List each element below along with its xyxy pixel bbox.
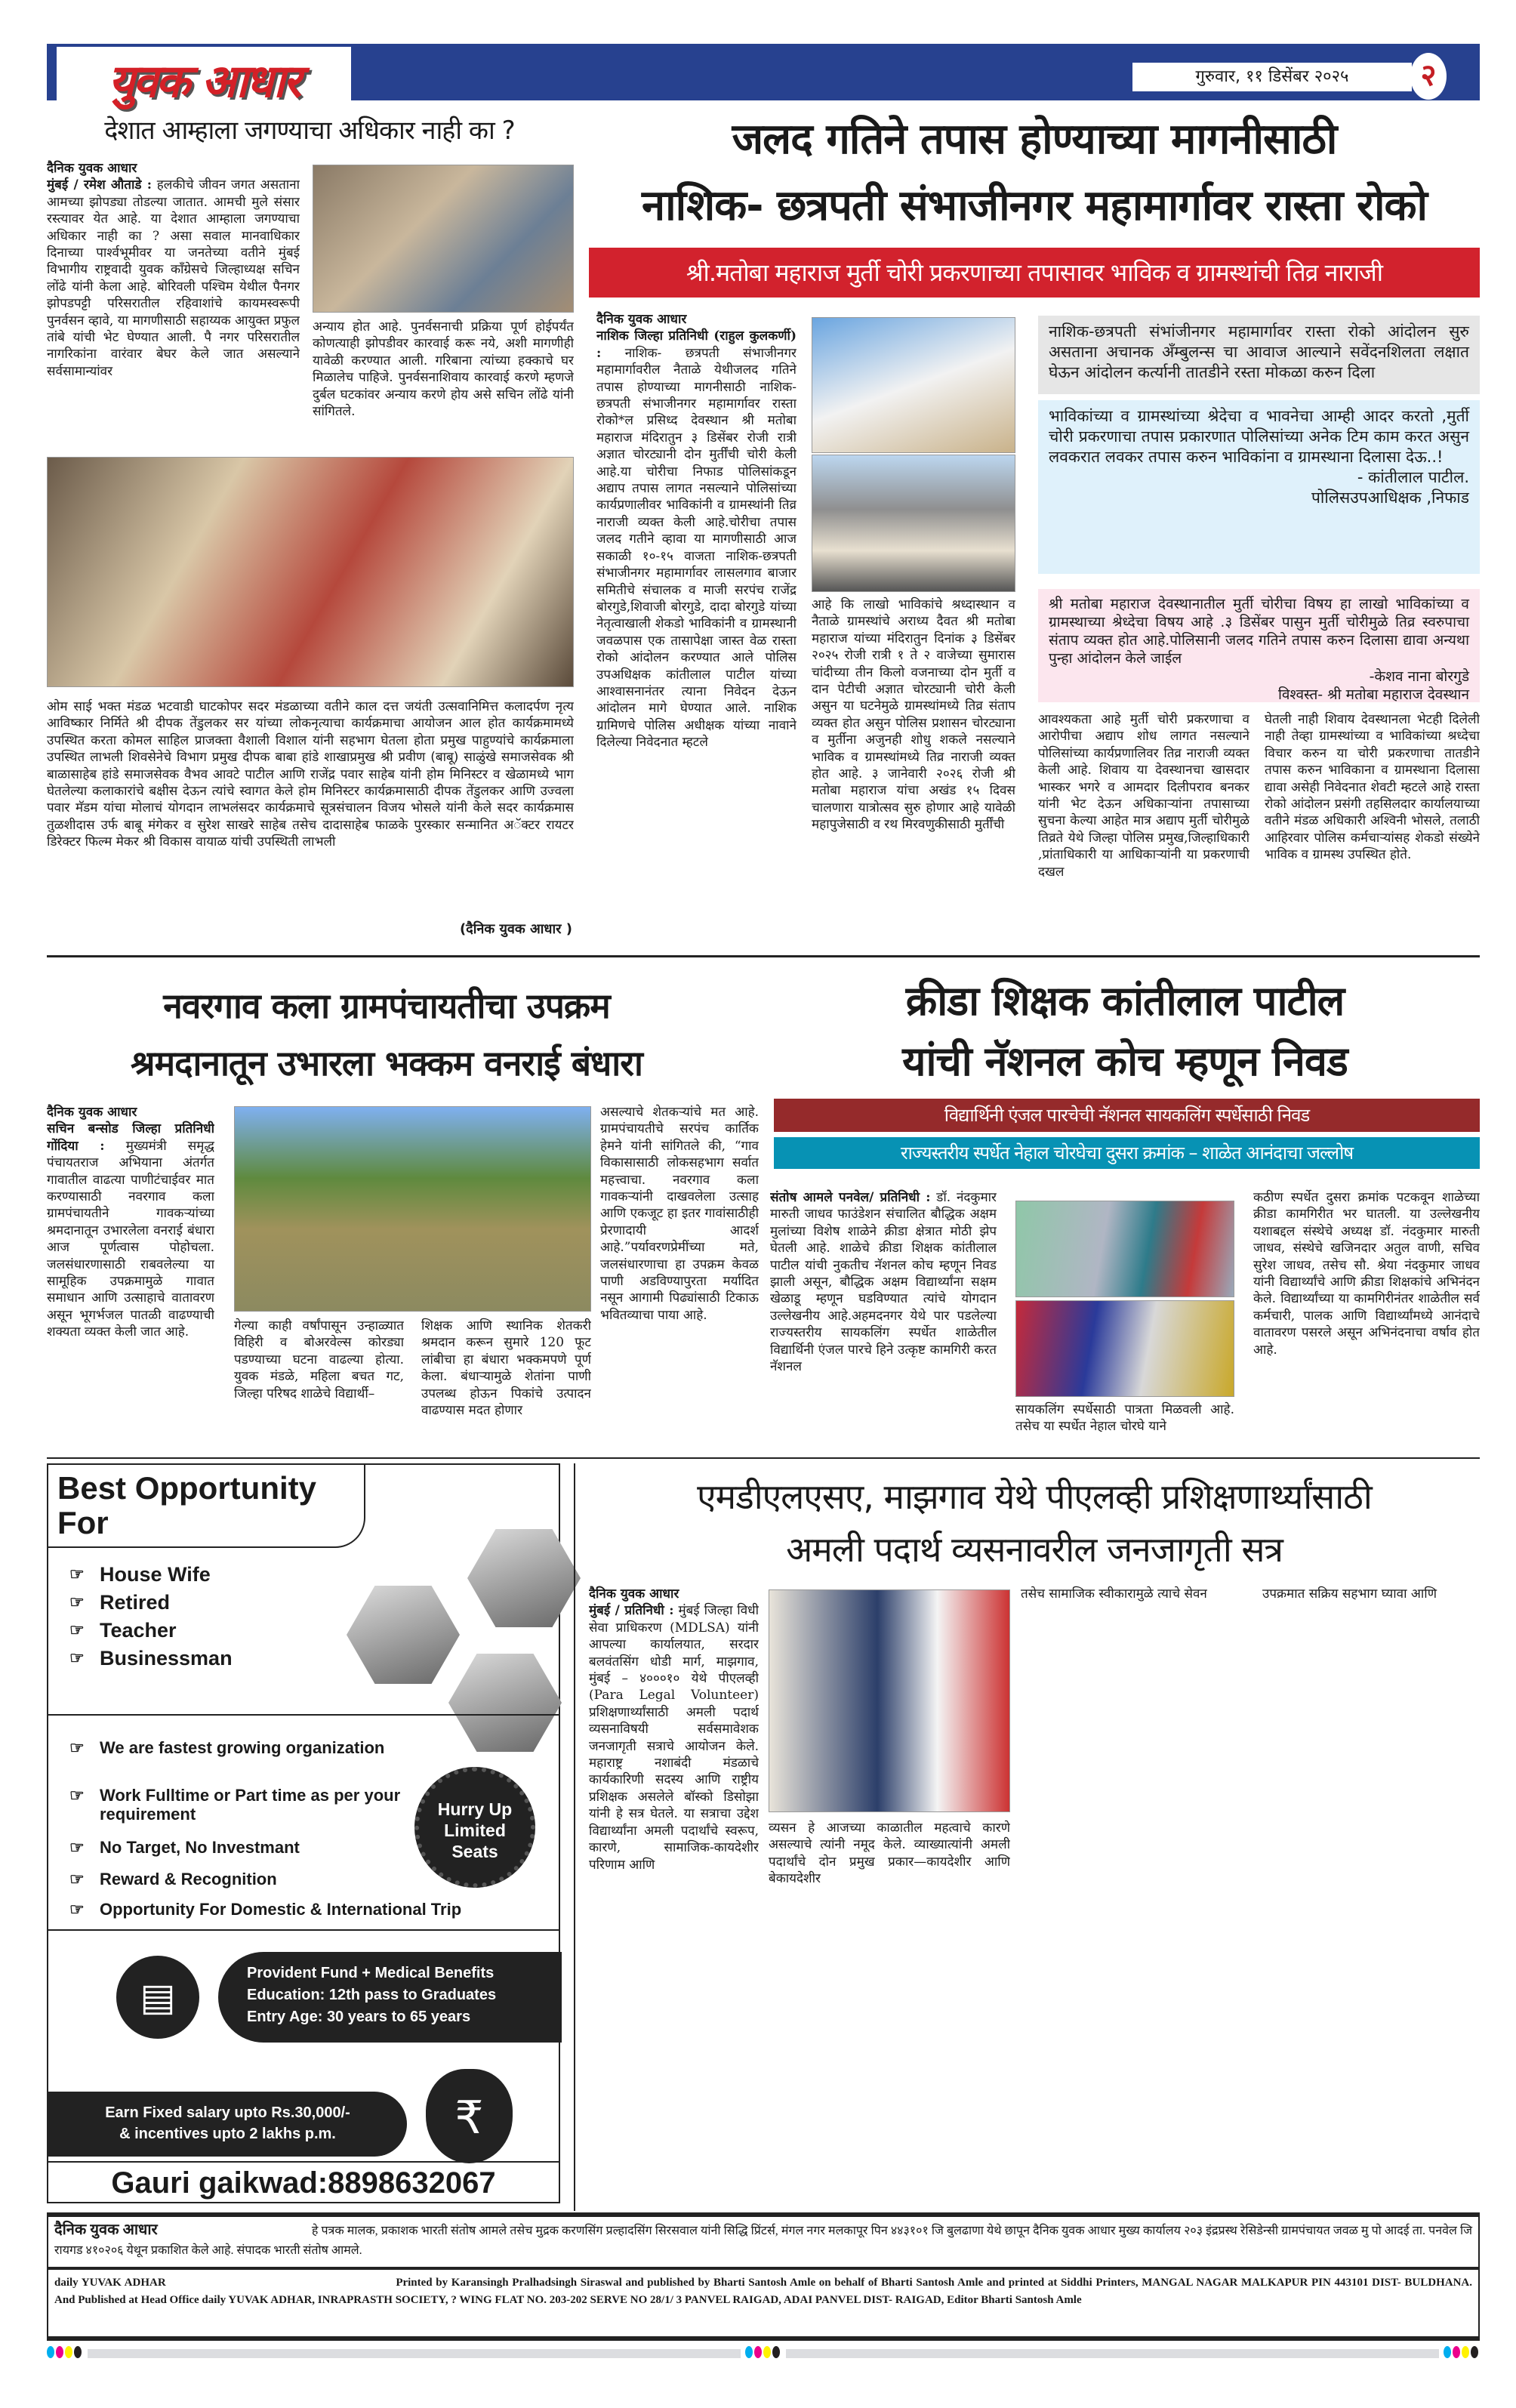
- article6-headline-line1: एमडीएलएसए, माझगाव येथे पीएलव्ही प्रशिक्षणार्थ्यांसाठी: [697, 1476, 1372, 1517]
- job-advertisement: [47, 1463, 560, 2203]
- article5-col2: सायकलिंग स्पर्धेसाठी पात्रता मिळवली आहे. तसेच या स्पर्धेत नेहाल चोरघे याने: [1015, 1402, 1234, 1435]
- certificate-icon: ▤: [116, 1956, 199, 2039]
- quote-author: - कांतीलाल पाटील.: [1357, 468, 1469, 486]
- ad-point: ☞ Work Fulltime or Part time as per your requirement: [69, 1786, 401, 1824]
- article1-col2: अन्याय होत आहे. पुनर्वसनाची प्रक्रिया पूर्ण होईपर्यंत कोणत्याही झोपडीवर कारवाई करू नये, अशी मागणीही यावेळी करण्यात आली. गरिबाना त्यांच्या हक्काचे घर मिळालेच पाहिजे. पुनर्वसनाशिवाय कारवाई करणे म्हणजे दुर्बल घटकांवर अन्याय करणे होय असे सचिन लोंढे यांनी सांगितले.: [313, 319, 574, 420]
- article-text: नाशिक- छत्रपती संभाजीनगर महामार्गावरील नैताळे येथीजलद गतिने तपास होण्याच्या मागनीसाठी नाशिक- छत्रपती संभाजीनगर महामार्गावर रास्ता रोको*ल प्रसिध्द देवस्थान श्री मतोबा महाराज मंदिरातुन ३ डिसेंबर रोजी रात्री अज्ञात चोरट्यानी दोन मुर्तींची चोरी केली आहे.या चोरीचा निफाड पोलिसांकडून अद्याप तपास लागत नसल्याने पोलिसांच्या कार्यप्रणालीवर भाविकांनी व ग्रामस्थांनी तिव्र नाराजी व्यक्त केली आहे.चोरीचा तपास जलद गतीने व्हावा या मागणीसाठी आज सकाळी १०-१५ वाजता नाशिक-छत्रपती संभाजीनगर महामार्गावर लासलगाव बाजार समितीचे संचालक व माजी सरपंच राजेंद्र बोरगुडे,शिवाजी बोरगुडे, दादा बोरगुडे यांच्या नेतृत्वाखाली शेकडो भाविकांनी व ग्रामस्थानी जवळपास एक तासापेक्षा जास्त वेळ रास्ता रोको आंदोलन करण्यात आले पोलिस उपअधिक्षक कांतीलाल पाटील यांच्या आश्वासनानंतर त्याना निवेदन देऊन आंदोलन मागे घेण्यात आले. नाशिक ग्रामिणचे पोलिस अधीक्षक यांच्या नावाने दिलेल्या निवेदनात म्हटले: [596, 345, 797, 751]
- callout-quote-police: [1038, 400, 1480, 574]
- pointing-hand-icon: ☞: [69, 1648, 85, 1667]
- issue-date: गुरुवार, ११ डिसेंबर २०२५: [1132, 63, 1412, 91]
- pointing-hand-icon: ☞: [69, 1620, 85, 1639]
- article4-col2: गेल्या काही वर्षांपासून उन्हाळ्यात विहिरी व बोअरवेल्स कोरड्या पडण्याच्या घटना वाढल्या होत्या. युवक मंडळे, महिला बचत गट, जिल्हा परिषद शाळेचे विद्यार्थी–: [234, 1318, 404, 1401]
- pointing-hand-icon: ☞: [69, 1786, 85, 1805]
- newspaper-logo: युवक आधार: [57, 47, 351, 116]
- article2-body: ओम साई भक्त मंडळ भटवाडी घाटकोपर सदर मंडळाच्या वतीने काल दत्त जयंती उत्सवानिमित्त कलादर्पण नृत्य आविष्कार निर्मिते श्री दीपक तेंडुलकर सर यांच्या लोकनृत्याचा कार्यक्रमाचा आयोजन आल होत कार्यक्रमामध्ये उपस्थित करता कोमल साहिल प्राजक्ता वैशाली विशाल यांनी सहभाग घेतला होता प्रमुख पाहुण्यांचे कार्यक्रमाला उपस्थित लाभली शिवसेनेचे विभाग प्रमुख दीपक बाबा हांडे शाखाप्रमुख श्री प्रवीण (बाबू) साळुंखे समाजसेवक श्री बाळासाहेब हांडे समाजसेवक वैभव आवटे पाटील आणि राजेंद्र पवार साहेब यांनी होम मिनिस्टर व खेळामध्ये भाग घेतलेल्या कलाकारांचे बक्षीस देऊन त्यांचे स्वागत केले होम मिनिस्टर कार्यक्रमासाठी दीपक तेंडुलकर आणि उज्वला पवार मॅडम यांचा मोलाचं योगदान लाभलंसदर कार्यक्रमाचे सूत्रसंचालन विजय भोसले यांनी केले सदर कार्यक्रमास तुळशीदास उर्फ बाबू मंगेकर व सुरेश साखरे साहेब तसेच दादासाहेब फाळके पुरस्कार सन्मानित अॅक्टर रायटर डिरेक्टर फिल्म मेकर श्री विकास वायाळ यांची उपस्थिती लाभली: [47, 699, 574, 850]
- money-bag-rupee-icon: ₹: [426, 2069, 513, 2163]
- section-divider: [47, 955, 1480, 957]
- marathi-imprint: दैनिक युवक आधार हे पत्रक मालक, प्रकाशक भारती संतोष आमले तसेच मुद्रक करणसिंग प्रल्हादसिंग सिरसवाल यांनी सिद्धि प्रिंटर्स, मंगल नगर मलकापूर पिन ४४३१०१ जि बुलढाणा येथे छापून दैनिक युवक आधार मुख्य कार्यालय २०३ इंद्रप्रस्थ रेसिडेन्सी ग्रामपंचायत जवळ मु पो आदई ता. पनवेल जि रायगड ४१०२०६ येथून प्रकाशित केले आहे. संपादक भारती संतोष आमले.: [48, 2217, 1478, 2270]
- article4-headline-line2: श्रमदानातून उभारला भक्कम वनराई बंधारा: [131, 1043, 642, 1084]
- article3-col2: आहे कि लाखो भाविकांचे श्रध्दास्थान व नैताळे ग्रामस्थांचे अराध्य दैवत श्री मतोबा महाराज यांच्या मंदिरातुन दिनांक ३ डिसेंबर २०२५ रोजी रात्री १ ते २ वाजेच्या सुमारास चांदीच्या तीन किलो वजनाच्या दोन मुर्ती व दान पेटीची अज्ञात चोरट्यानी चोरी केली असुन या घटनेमुळे ग्रामस्थांमध्ये तिव्र संताप व्यक्त होत असुन पोलिस प्रशासन चोरट्याना व मुर्तीना अजुनही शोधु शकले नसल्याने भाविक व ग्रामस्थांमध्ये तिव्र नाराजी व्यक्त होत आहे. ३ जानेवारी २०२६ रोजी श्री मतोबा महाराज यांचा अखंड १५ दिवस चालणारा यात्रोत्सव सुरु होणार आहे यावेळी महापुजेसाठी व रथ मिरवणुकीसाठी मुर्तींची: [812, 597, 1015, 833]
- source-label: दैनिक युवक आधार: [47, 1105, 137, 1120]
- quote-author-title: पोलिसउपआधिक्षक ,निफाड: [1311, 489, 1469, 507]
- article-text: हलकीचे जीवन जगत असताना आमच्या झोपड्या तोडल्या जातात. आमची मुले संसार रस्त्यावर येत आहे. या देशात आम्हाला जगण्याचा अधिकार नाही का ? असा सवाल मानवाधिकार दिनाच्या पार्श्वभूमीवर या जनतेच्या वतीने मुंबई विभागीय राष्ट्रवादी युवक काँग्रेसचे जिल्हाध्यक्ष सचिन लोंढे यांनी केला आहे. बोरिवली पश्चिम येथील पैनगर झोपडपट्टी परिसरातील रहिवाशांचे कायमस्वरूपी पुनर्वसन व्हावे, या मागणीसाठी सहाय्यक आयुक्त प्रफुल तांबे यांची भेट घेण्यात आली. पै नगर परिसरातील नागरिकांना वारंवार बेघर केले जात असल्याने सर्वसामान्यांवर: [47, 177, 300, 379]
- article5-banner-state: राज्यस्तरीय स्पर्धेत नेहाल चोरघेचा दुसरा क्रमांक – शाळेत आनंदाचा जल्लोष: [774, 1137, 1480, 1169]
- article4-col3: शिक्षक आणि स्थानिक शेतकरी श्रमदान करून सुमारे 120 फूट लांबीचा हा बंधारा भक्कमपणे पूर्ण केला. बंधाऱ्यामुळे शेतांना पाणी उपलब्ध होऊन पिकांचे उत्पादन वाढण्यास मदत होणार: [421, 1318, 591, 1419]
- callout-quote-trustee: [1038, 589, 1480, 702]
- quote-text: भाविकांच्या व ग्रामस्थांच्या श्रेदेचा व भावनेचा आम्ही आदर करतो ,मुर्ती चोरी प्रकरणाचा तपास प्रकारणात पोलिसांच्या अनेक टिम काम करत असुन लवकरात लवकर तपास करुन भाविकांना व ग्रामस्थाना दिलासा देऊ..!: [1049, 407, 1469, 466]
- source-label: दैनिक युवक आधार: [589, 1586, 679, 1602]
- ad-point: ☞ Reward & Recognition: [69, 1870, 277, 1888]
- article4-headline-line1: नवरगाव कला ग्रामपंचायतीचा उपक्रम: [163, 985, 610, 1026]
- article1-headline: देशात आम्हाला जगण्याचा अधिकार नाही का ?: [104, 116, 515, 146]
- article3-photo-handover: [812, 317, 1015, 453]
- ad-title: Best Opportunity: [57, 1470, 316, 1506]
- pointing-hand-icon: ☞: [69, 1870, 85, 1888]
- ad-point: ☞ Opportunity For Domestic & International Trip: [69, 1900, 462, 1919]
- dateline: मुंबई / प्रतिनिधी :: [589, 1603, 674, 1619]
- registration-marks: [47, 2347, 1480, 2360]
- ad-audience-item: ☞ Retired: [69, 1591, 171, 1614]
- article3-subheadline: श्री.मतोबा महाराज मुर्ती चोरी प्रकरणाच्या तपासावर भाविक व ग्रामस्थांची तिव्र नाराजी: [589, 248, 1480, 298]
- article6-col1: [589, 1586, 759, 2205]
- ad-point: ☞ No Target, No Investmant: [69, 1838, 300, 1857]
- article4-col1: [47, 1104, 214, 1451]
- ad-divider: [48, 2161, 559, 2163]
- article3-photo-protest: [812, 455, 1015, 592]
- article-text: मुख्यमंत्री समृद्ध पंचायतराज अभियाना अंतर्गत गावातील वाढत्या पाणीटंचाईवर मात करण्यासाठी नवरगाव कला ग्रामपंचायतीने गावकऱ्यांच्या श्रमदानातून उभारलेला वनराई बंधारा आज पूर्णत्वास पोहोचला. जलसंधारणासाठी राबवलेल्या या सामूहिक उपक्रमामुळे गावात समाधान आणि उत्साहाचे वातावरण असून भूगर्भजल पातळी वाढण्याची शक्यता व्यक्त केली जात आहे.: [47, 1138, 214, 1340]
- photo-housewife: [467, 1529, 581, 1627]
- article6-col2: व्यसन हे आजच्या काळातील महत्वाचे कारणे असल्याचे त्यांनी नमूद केले. व्याख्यात्यांनी अमली पदार्थांचे दोन प्रमुख प्रकार—कायदेशीर आणि बेकायदेशीर: [769, 1821, 1010, 1887]
- source-label: दैनिक युवक आधार: [596, 312, 687, 327]
- article5-col3: कठीण स्पर्धेत दुसरा क्रमांक पटकवून शाळेच्या क्रीडा कामगिरीत भर घातली. या उल्लेखनीय यशाबद्दल संस्थेचे अध्यक्ष डॉ. नंदकुमार मारुती जाधव, संस्थेचे खजिनदार अतुल वाणी, सचिव सुरेश जाधव, तसेच सौ. श्रेया नंदकुमार जाधव यांनी विद्यार्थ्यांचे आणि क्रीडा शिक्षकांचे अभिनंदन केले. विद्यार्थ्यांच्या या कामगिरीनंतर शाळेतील सर्व कर्मचारी, पालक आणि विद्यार्थ्यांमध्ये आनंदाचे वातावरण पसरले असून अभिनंदनाचा वर्षाव होत आहे.: [1253, 1190, 1480, 1358]
- dateline: सचिन बन्सोड जिल्हा प्रतिनिधी गोंदिया :: [47, 1121, 214, 1154]
- photo-retired-couple: [347, 1586, 460, 1684]
- article6-col3: तसेच सामाजिक स्वीकारामुळे त्याचे सेवन: [1021, 1586, 1207, 1602]
- callout-gray: नाशिक-छत्रपती संभांजीनगर महामार्गावर रास्ता रोको आंदोलन सुरु असताना अचानक अँम्बुलन्स चा आवाज आल्याने सवेंदनशिलता लक्षात घेऊन आंदोलन कर्त्यानी तातडीने रस्ता मोकळा करुन दिला: [1038, 316, 1480, 394]
- article5-photo-student: [1015, 1300, 1234, 1397]
- article5-photo-felicitation: [1015, 1201, 1234, 1297]
- article6-photo-speaker: [769, 1589, 1010, 1812]
- article5-banner-cycling: विद्यार्थिनी एंजल पारचेची नॅशनल सायकलिंग स्पर्धेसाठी निवड: [774, 1099, 1480, 1132]
- article4-col4: असल्याचे शेतकऱ्यांचे मत आहे. ग्रामपंचायतीचे सरपंच कार्तिक हेमने यांनी सांगितले की, “गाव विकासासाठी लोकसहभाग सर्वात महत्त्वाचा. नवरगाव कला गावकऱ्यांनी दाखवलेला उत्साह आणि एकजूट हा इतर गावांसाठीही प्रेरणादायी आदर्श आहे.”पर्यावरणप्रेमींच्या मते, जलसंधारणाचा हा उपक्रम केवळ पाणी अडविण्यापुरता मर्यादित नसून आगामी पिढ्यांसाठी टिकाऊ भवितव्याचा पाया आहे.: [600, 1105, 759, 1323]
- english-imprint: daily YUVAK ADHAR Printed by Karansingh Pralhadsingh Siraswal and published by Bharti Santosh Amle on behalf of Bharti Santosh Amle and printed at Siddhi Printers, MANGAL NAGAR MALKAPUR PIN 443101 DIST- BULDHANA. And Published at Head Office daily YUVAK ADHAR, INRAPRASTH SOCIETY, ? WING FLAT NO. 203-202 SERVE NO 28/1/ 3 PANVEL RAIGAD, ADAI PANVEL DIST- RAIGAD, Editor Bharti Santosh Amle: [54, 2277, 1472, 2306]
- quote-author-title: विश्वस्त- श्री मतोबा महाराज देवस्थान: [1277, 686, 1469, 703]
- ad-salary: Earn Fixed salary upto Rs.30,000/- & incentives upto 2 lakhs p.m.: [48, 2092, 407, 2157]
- ad-title-for: For: [57, 1505, 109, 1540]
- article5-headline-line2: यांची नॅशनल कोच म्हणून निवड: [902, 1038, 1348, 1085]
- pointing-hand-icon: ☞: [69, 1738, 85, 1757]
- ad-audience-item: ☞ House Wife: [69, 1563, 211, 1586]
- ad-audience-item: ☞ Teacher: [69, 1619, 177, 1642]
- ad-audience-item: ☞ Businessman: [69, 1647, 233, 1670]
- photo-teacher: [448, 1654, 562, 1752]
- dateline: संतोष आमले पनवेल/ प्रतिनिधी :: [770, 1190, 931, 1205]
- ad-point: ☞ We are fastest growing organization: [69, 1738, 385, 1757]
- article3-headline-line1: जलद गतिने तपास होण्याच्या मागनीसाठी: [732, 115, 1337, 164]
- page-number: २: [1410, 53, 1447, 100]
- article6-headline-line2: अमली पदार्थ व्यसनावरील जनजागृती सत्र: [786, 1529, 1283, 1570]
- column-divider: [574, 1463, 575, 2211]
- article-text: डॉ. नंदकुमार मारुती जाधव फाउंडेशन संचालित बौद्धिक अक्षम मुलांच्या विशेष शाळेने क्रीडा क्षेत्रात मोठी झेप घेतली आहे. शाळेचे क्रीडा शिक्षक कांतीलाल पाटील यांची नुकतीच नॅशनल कोच म्हणून निवड झाली असून, बौद्धिक अक्षम विद्यार्थ्यांना सक्षम खेळाडू म्हणून घडविण्यात त्यांचे योगदान उल्लेखनीय आहे.अहमदनगर येथे पार पडलेल्या राज्यस्तरीय सायकलिंग स्पर्धेत शाळेतील विद्यार्थिनी एंजल पारचे हिने उत्कृष्ट कामगिरी करत नॅशनल: [770, 1190, 997, 1375]
- article6-col4: उपक्रमात सक्रिय सहभाग घ्यावा आणि: [1262, 1586, 1437, 1602]
- article5-col1: [770, 1189, 997, 1452]
- hurry-up-badge: Hurry Up Limited Seats: [414, 1767, 535, 1888]
- source-label: दैनिक युवक आधार: [47, 161, 137, 176]
- pointing-hand-icon: ☞: [69, 1565, 85, 1583]
- ad-divider: [48, 1929, 559, 1931]
- dateline: मुंबई / रमेश औताडे :: [47, 177, 153, 193]
- dateline: नाशिक जिल्हा प्रतिनिधी (राहुल कुलकर्णी) :: [596, 328, 797, 361]
- article3-col3: आवश्यकता आहे मुर्ती चोरी प्रकरणाचा व आरोपीचा अद्याप शोध लागत नसल्याने पोलिसांच्या कार्यप्रणालिवर तिव्र नाराजी व्यक्त केली आहे. शिवाय या देवस्थानचा खासदार भास्कर भगरे व आमदार दिलीपराव बनकर यांनी भेट देऊन अधिकाऱ्यांना तपासाच्या सुचना केल्या आहेत मात्र अद्याप मुर्ती चोरीमुळे तिव्रते येथे जिल्हा पोलिस प्रमुख,जिल्हाधिकारी ,प्रांताधिकारी या आधिकाऱ्यांनी या प्रकरणाची दखल: [1038, 712, 1249, 880]
- article3-headline-line2: नाशिक- छत्रपती संभाजीनगर महामार्गावर रास्ता रोको: [642, 181, 1427, 230]
- article4-photo-bandhara: [234, 1106, 591, 1312]
- section-divider: [47, 1457, 1480, 1459]
- quote-author: -केशव नाना बोरगुडे: [1369, 668, 1469, 685]
- pointing-hand-icon: ☞: [69, 1592, 85, 1611]
- quote-text: श्री मतोबा महाराज देवस्थानातील मुर्ती चोरीचा विषय हा लाखो भाविकांच्या व ग्रामस्थाच्या श्रेध्देचा विषय आहे .३ डिसेंबर पासुन मुर्ती चोरीमुळे तिव्र स्वरुपाचा संताप व्यक्त होत आहे.पोलिसानी जलद गतिने तपास करुन दिलासा द्यावा अन्यथा पुन्हा आंदोलन केले जाईल: [1049, 596, 1469, 667]
- pointing-hand-icon: ☞: [69, 1900, 85, 1919]
- article3-col1: [596, 311, 797, 949]
- pointing-hand-icon: ☞: [69, 1838, 85, 1857]
- ad-benefits: Provident Fund + Medical Benefits Education: 12th pass to Graduates Entry Age: 30 years to 65 years: [218, 1952, 562, 2043]
- imprint-footer: [47, 2212, 1480, 2341]
- ad-contact: Gauri gaikwad:8898632067: [111, 2166, 496, 2200]
- article-text: मुंबई जिल्हा विधी सेवा प्राधिकरण (MDLSA) यांनी आपल्या कार्यालयात, सरदार बलवंतसिंग धोडी मार्ग, माझगाव, मुंबई – ४०००१० येथे पीएलव्ही (Para Legal Volunteer) प्रशिक्षणार्थ्यांसाठी अमली पदार्थ व्यसनाविषयी सर्वसमावेशक जनजागृती सत्राचे आयोजन केले. महाराष्ट्र नशाबंदी मंडळाचे कार्यकारिणी सदस्य आणि राष्ट्रीय प्रशिक्षक असलेले बॉस्को डिसोझा यांनी हे सत्र घेतले. या सत्राचा उद्देश विद्यार्थ्यांना अमली पदार्थांचे स्वरूप, कारणे, सामाजिक-कायदेशीर परिणाम आणि: [589, 1603, 759, 1873]
- article2-photo: [47, 457, 574, 687]
- ad-divider: [48, 1714, 559, 1716]
- article3-col4: घेतली नाही शिवाय देवस्थानला भेटही दिलेली नाही तेव्हा ग्रामस्थांच्या व भाविकांच्या श्रध्देचा विचार करुन या चोरी प्रकरणाचा तातडीने तपास करुन भाविकाना व ग्रामस्थाना दिलासा द्यावा असेही निवेदनात शेवटी म्हटले आहे रास्ता रोको आंदोलन प्रसंगी तहसिलदार कार्यालयाच्या वतीने मंडळ अधिकारी अश्विनी भोसले, तलाठी आहिरवार पोलिस कर्मचाऱ्यांसह शेकडो संख्येने भाविक व ग्रामस्थ उपस्थित होते.: [1265, 712, 1480, 863]
- article2-credit: (दैनिक युवक आधार ): [459, 921, 572, 937]
- article5-headline-line1: क्रीडा शिक्षक कांतीलाल पाटील: [905, 977, 1345, 1025]
- article1-col1: [47, 160, 300, 447]
- article1-photo: [313, 165, 574, 313]
